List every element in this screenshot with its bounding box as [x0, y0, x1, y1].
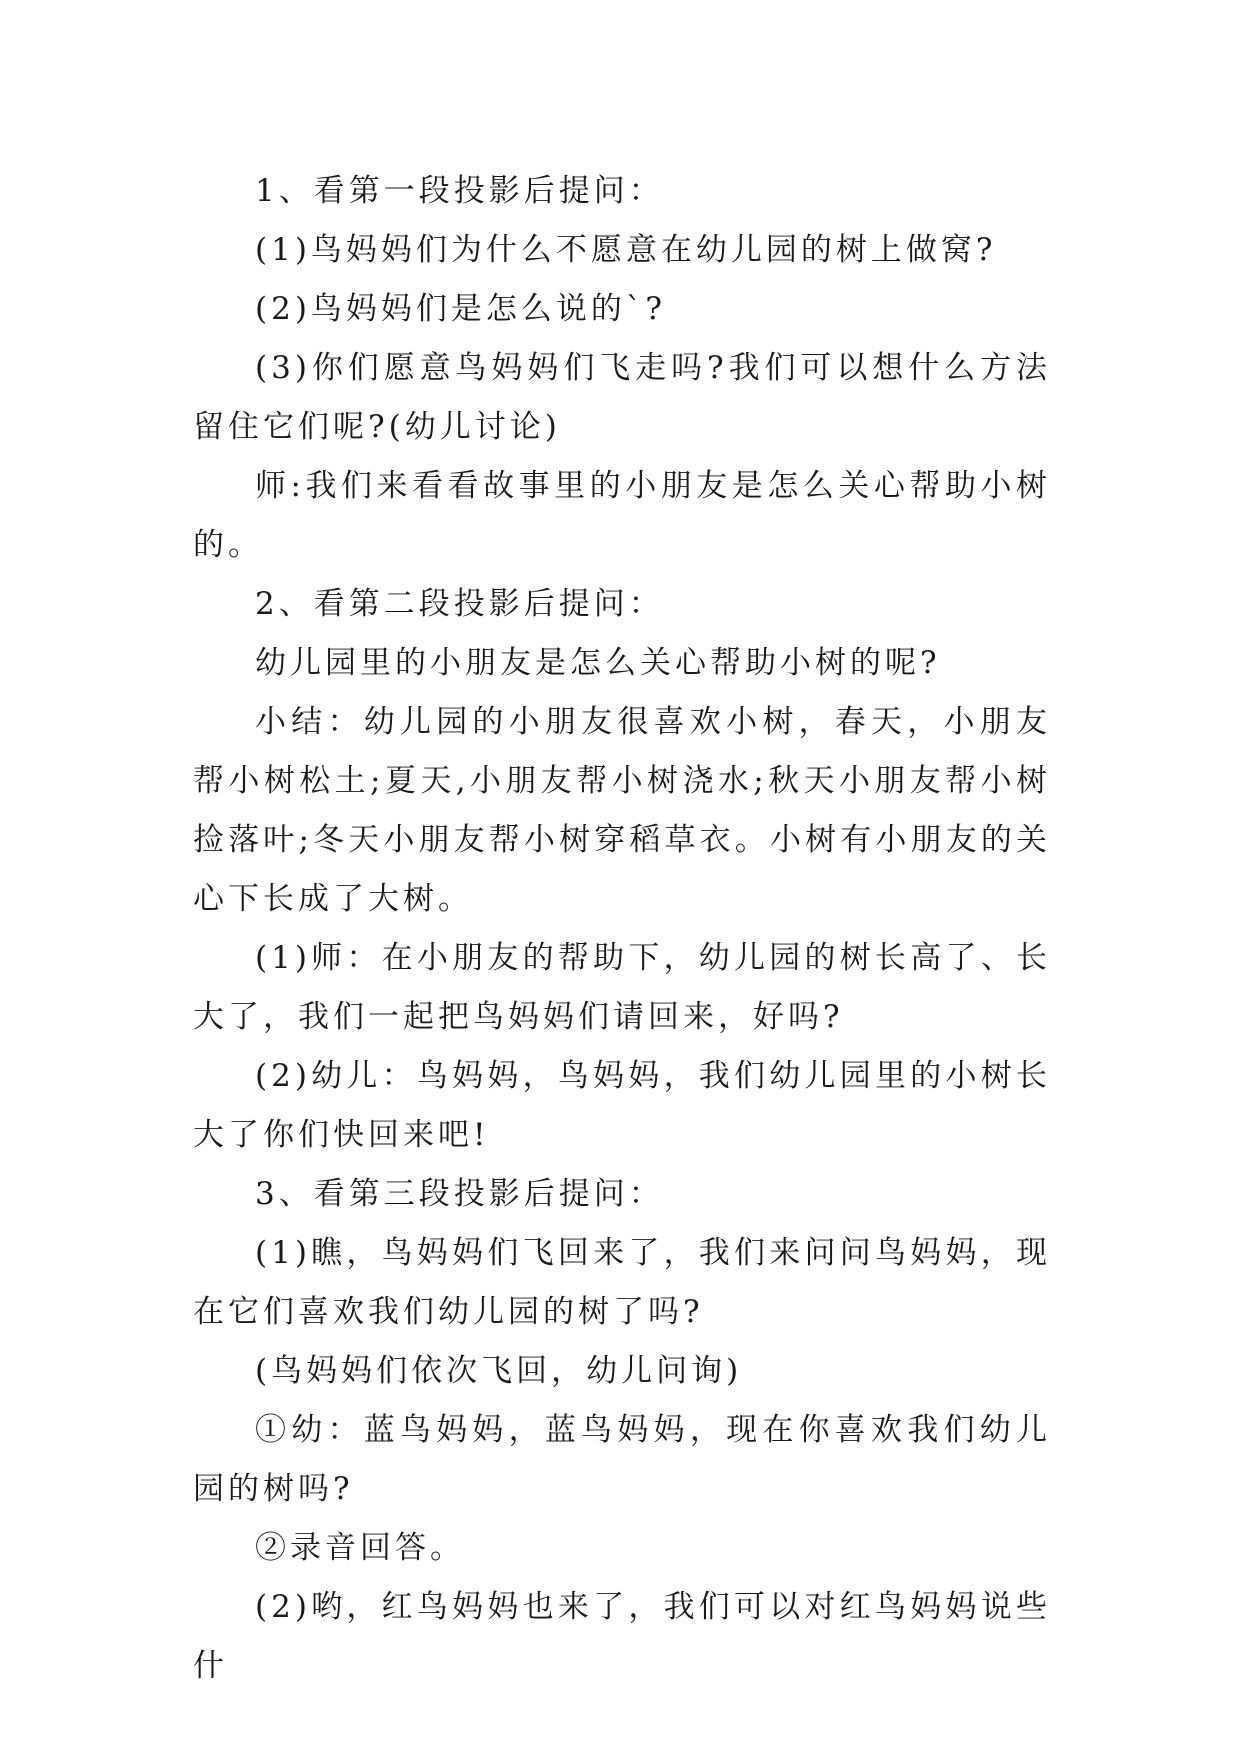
paragraph-11: 3、看第三段投影后提问： [255, 1176, 664, 1212]
paragraph-15: ②录音回答。 [255, 1530, 465, 1566]
paragraph-14: ①幼：蓝鸟妈妈，蓝鸟妈妈，现在你喜欢我们幼儿园的树吗? [193, 1412, 1051, 1507]
paragraph-4: (3)你们愿意鸟妈妈们飞走吗?我们可以想什么方法留住它们呢?(幼儿讨论) [193, 350, 1051, 445]
paragraph-6: 2、看第二段投影后提问： [255, 586, 664, 622]
paragraph-12: (1)瞧，鸟妈妈们飞回来了，我们来问问鸟妈妈，现在它们喜欢我们幼儿园的树了吗? [193, 1235, 1051, 1330]
paragraph-1: 1、看第一段投影后提问： [255, 173, 664, 209]
paragraph-8: 小结：幼儿园的小朋友很喜欢小树，春天，小朋友帮小树松土;夏天,小朋友帮小树浇水;秋天小朋友帮小树捡落叶;冬天小朋友帮小树穿稻草衣。小树有小朋友的关心下长成了大树。 [193, 704, 1051, 917]
paragraph-10: (2)幼儿：鸟妈妈，鸟妈妈，我们幼儿园里的小树长大了你们快回来吧! [193, 1058, 1051, 1153]
paragraph-2: (1)鸟妈妈们为什么不愿意在幼儿园的树上做窝? [255, 232, 997, 268]
paragraph-5: 师:我们来看看故事里的小朋友是怎么关心帮助小树的。 [193, 468, 1051, 563]
paragraph-7: 幼儿园里的小朋友是怎么关心帮助小树的呢? [255, 645, 941, 681]
paragraph-9: (1)师：在小朋友的帮助下，幼儿园的树长高了、长大了，我们一起把鸟妈妈们请回来，好吗? [193, 940, 1051, 1035]
paragraph-16: (2)哟，红鸟妈妈也来了，我们可以对红鸟妈妈说些什 [193, 1589, 1051, 1684]
paragraph-3: (2)鸟妈妈们是怎么说的`? [255, 291, 667, 327]
paragraph-13: (鸟妈妈们依次飞回，幼儿问询) [255, 1353, 743, 1389]
